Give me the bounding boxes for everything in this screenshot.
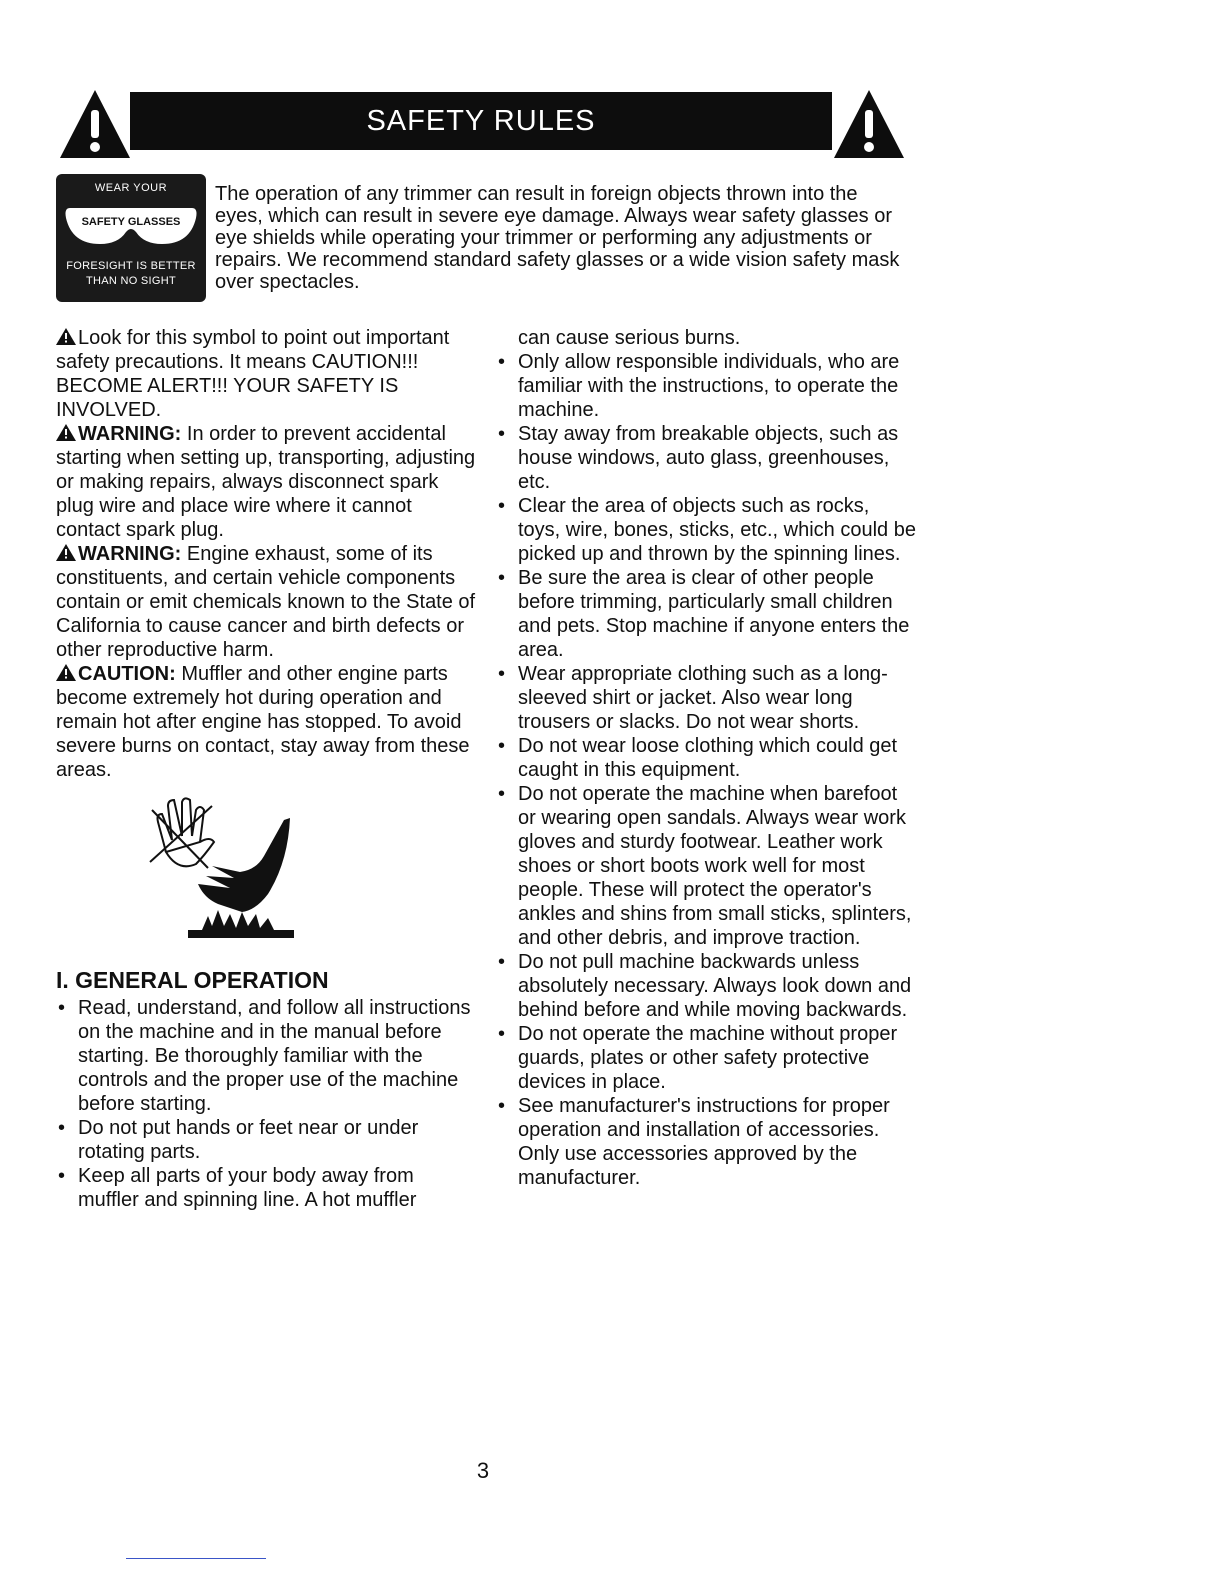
left-column xyxy=(56,326,476,1212)
warning-spark-plug xyxy=(56,422,476,542)
list-item: • Read, understand, and follow all instructions on the machine and in the manual before starting. Be thoroughly familiar with the controls and the proper use of the machine before starting. xyxy=(56,996,476,1116)
list-item: • Do not pull machine backwards unless absolutely necessary. Always look down and behind before and while moving backwards. xyxy=(496,950,916,1022)
section-title-general-operation: I. GENERAL OPERATION xyxy=(56,967,329,993)
caution-muffler xyxy=(56,662,476,782)
warning-exhaust xyxy=(56,542,476,662)
warning-triangle-icon xyxy=(56,664,76,681)
symbol-note xyxy=(56,326,476,422)
badge-line-4: THAN NO SIGHT xyxy=(85,275,177,287)
general-operation-list-left xyxy=(56,996,476,1212)
list-item: • Do not operate the machine when barefoot or wearing open sandals. Always wear work gloves and sturdy footwear. Leather work shoes or short boots work well for most people. These will protect the operator's ankles and shins from small sticks, splinters, and other debris, and improve traction. xyxy=(496,782,916,950)
warning-label: WARNING: xyxy=(78,543,182,565)
warning-triangle-icon xyxy=(56,544,76,561)
warning-triangle-icon xyxy=(832,88,906,160)
warning-text: In order to prevent accidental starting when setting up, transporting, adjusting or making repairs, always disconnect spark plug wire and place wire where it cannot contact spark plug. xyxy=(56,423,476,541)
warning-text: Engine exhaust, some of its constituents, and certain vehicle components contain or emit chemicals known to the State of California to cause cancer and birth defects or other reproductive harm. xyxy=(56,543,476,661)
safety-glasses-badge xyxy=(56,174,206,302)
list-item: • See manufacturer's instructions for proper operation and installation of accessories. Only use accessories approved by the manufacturer. xyxy=(496,1094,916,1190)
badge-line-2: SAFETY GLASSES xyxy=(81,216,181,228)
list-item: • Stay away from breakable objects, such as house windows, auto glass, greenhouses, etc. xyxy=(496,422,916,494)
warning-triangle-icon xyxy=(58,88,132,160)
caution-label: CAUTION: xyxy=(78,663,176,685)
badge-line-3: FORESIGHT IS BETTER xyxy=(66,260,196,272)
page-title: SAFETY RULES xyxy=(130,92,832,150)
footer-rule xyxy=(126,1558,266,1559)
symbol-note-text: Look for this symbol to point out important safety precautions. It means CAUTION!!! BECOME ALERT!!! YOUR SAFETY IS INVOLVED. xyxy=(56,327,450,421)
right-column xyxy=(496,326,916,1190)
warning-triangle-icon xyxy=(56,424,76,441)
list-item: • Clear the area of objects such as rocks, toys, wire, bones, sticks, etc., which could be picked up and thrown by the spinning lines. xyxy=(496,494,916,566)
list-item: • Do not wear loose clothing which could get caught in this equipment. xyxy=(496,734,916,782)
badge-line-1: WEAR YOUR xyxy=(94,182,168,194)
list-item: • Be sure the area is clear of other people before trimming, particularly small children and pets. Stop machine if anyone enters the area. xyxy=(496,566,916,662)
list-item: • Do not operate the machine without proper guards, plates or other safety protective devices in place. xyxy=(496,1022,916,1094)
safety-rules-banner xyxy=(58,88,906,160)
intro-paragraph: The operation of any trimmer can result in foreign objects thrown into the eyes, which can result in severe eye damage. Always wear safety glasses or eye shields while operating your trimmer or performing any adjustments or repairs. We recommend standard safety glasses or a wide vision safety mask over spectacles. xyxy=(215,183,900,293)
list-continuation: can cause serious burns. xyxy=(518,327,741,349)
general-operation-list-right xyxy=(496,350,916,1190)
hot-surface-icon xyxy=(138,792,318,942)
warning-label: WARNING: xyxy=(78,423,182,445)
hot-surface-illustration xyxy=(56,792,476,942)
page-number: 3 xyxy=(476,1458,490,1483)
list-item: • Do not put hands or feet near or under rotating parts. xyxy=(56,1116,476,1164)
list-item: • Wear appropriate clothing such as a long-sleeved shirt or jacket. Also wear long trousers or slacks. Do not wear shorts. xyxy=(496,662,916,734)
warning-triangle-icon xyxy=(56,328,76,345)
list-item: • Only allow responsible individuals, who are familiar with the instructions, to operate the machine. xyxy=(496,350,916,422)
list-item: • Keep all parts of your body away from muffler and spinning line. A hot muffler xyxy=(56,1164,476,1212)
caution-text: Muffler and other engine parts become extremely hot during operation and remain hot after engine has stopped. To avoid severe burns on contact, stay away from these areas. xyxy=(56,663,470,781)
